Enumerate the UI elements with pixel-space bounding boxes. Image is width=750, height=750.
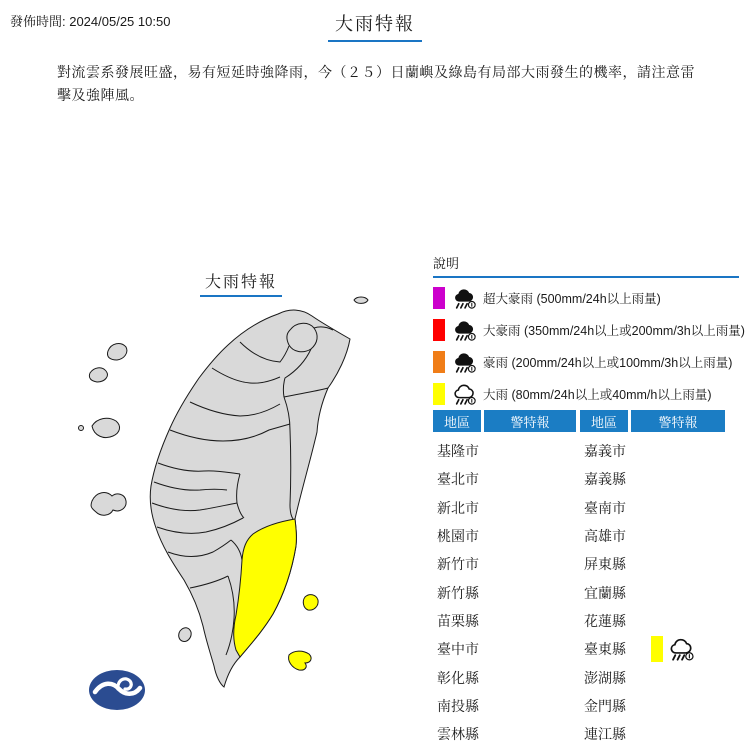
taiwan-warning-map xyxy=(60,250,430,750)
region-name: 臺南市 xyxy=(584,499,626,516)
region-name: 桃園市 xyxy=(437,528,479,545)
table-row xyxy=(580,494,725,522)
storm-cloud-icon xyxy=(451,350,478,374)
warning-marker xyxy=(651,636,695,662)
table-row xyxy=(580,635,725,663)
legend xyxy=(433,253,745,415)
region-name: 南投縣 xyxy=(437,697,479,714)
region-name: 臺中市 xyxy=(437,641,479,658)
region-name: 基隆市 xyxy=(437,443,479,460)
legend-item xyxy=(433,383,739,405)
table-row xyxy=(580,522,725,550)
region-name: 臺北市 xyxy=(437,471,479,488)
storm-cloud-icon xyxy=(451,318,478,342)
table-row xyxy=(433,663,576,691)
table-row xyxy=(433,720,576,748)
table-row xyxy=(580,578,725,606)
color-swatch xyxy=(433,351,445,373)
lanyu-island-highlight xyxy=(289,651,312,670)
region-name: 連江縣 xyxy=(584,726,626,743)
table-column-left xyxy=(433,410,576,748)
color-swatch xyxy=(433,287,445,309)
region-name: 金門縣 xyxy=(584,697,626,714)
region-name: 澎湖縣 xyxy=(584,669,626,686)
legend-item xyxy=(433,351,739,373)
table-row xyxy=(433,635,576,663)
matsu-island-north xyxy=(107,344,126,360)
region-name: 新北市 xyxy=(437,499,479,516)
rain-cloud-icon xyxy=(451,382,478,406)
warning-table xyxy=(433,410,728,750)
region-name: 嘉義縣 xyxy=(584,471,626,488)
table-row xyxy=(433,465,576,493)
storm-cloud-icon xyxy=(451,286,478,310)
table-row xyxy=(433,578,576,606)
kinmen-islet xyxy=(79,426,84,431)
table-header xyxy=(433,410,576,432)
table-rows xyxy=(580,437,725,748)
legend-item xyxy=(433,319,745,341)
region-name: 雲林縣 xyxy=(437,726,479,743)
region-name: 宜蘭縣 xyxy=(584,584,626,601)
legend-label: 大豪雨 (350mm/24h以上或200mm/3h以上雨量) xyxy=(483,324,745,338)
table-row xyxy=(580,663,725,691)
table-header xyxy=(580,410,725,432)
table-row xyxy=(580,720,725,748)
legend-label: 大雨 (80mm/24h以上或40mm/h以上雨量) xyxy=(483,388,712,402)
matsu-island-south xyxy=(89,368,107,382)
table-row xyxy=(580,437,725,465)
region-name: 新竹縣 xyxy=(437,584,479,601)
table-row xyxy=(433,437,576,465)
table-column-right xyxy=(580,410,725,748)
color-swatch xyxy=(433,383,445,405)
warning-color-swatch xyxy=(651,636,663,662)
table-row xyxy=(433,692,576,720)
table-row xyxy=(433,607,576,635)
color-swatch xyxy=(433,319,445,341)
advisory-text: 對流雲系發展旺盛，易有短延時強降雨，今（２５）日蘭嶼及綠島有局部大雨發生的機率，請注意雷擊及強陣風。 xyxy=(57,64,695,103)
xiaoliuqiu-island xyxy=(179,628,191,642)
page-title: 大雨特報 xyxy=(328,10,422,42)
legend-item xyxy=(433,287,739,309)
publish-time: 發佈時間: 2024/05/25 10:50 xyxy=(10,14,171,29)
rain-cloud-icon xyxy=(668,636,695,662)
table-row xyxy=(433,550,576,578)
guishan-island xyxy=(354,297,368,303)
region-name: 彰化縣 xyxy=(437,669,479,686)
legend-label: 超大豪雨 (500mm/24h以上雨量) xyxy=(483,292,661,306)
region-name: 苗栗縣 xyxy=(437,612,479,629)
kinmen-island xyxy=(92,418,120,437)
table-row xyxy=(433,522,576,550)
table-row xyxy=(433,494,576,522)
table-row xyxy=(580,465,725,493)
region-name: 新竹市 xyxy=(437,556,479,573)
region-name: 臺東縣 xyxy=(584,641,626,658)
table-row xyxy=(580,692,725,720)
cwb-logo xyxy=(89,670,145,710)
legend-divider xyxy=(433,276,739,278)
region-name: 屏東縣 xyxy=(584,556,626,573)
table-row xyxy=(580,550,725,578)
green-island-highlight xyxy=(303,595,318,611)
table-row xyxy=(580,607,725,635)
header-warning: 警特報 xyxy=(631,410,725,432)
region-name: 高雄市 xyxy=(584,528,626,545)
region-name: 嘉義市 xyxy=(584,443,626,460)
legend-heading: 說明 xyxy=(433,256,460,271)
region-name: 花蓮縣 xyxy=(584,612,626,629)
header-region: 地區 xyxy=(433,410,481,432)
header-warning: 警特報 xyxy=(484,410,576,432)
legend-label: 豪雨 (200mm/24h以上或100mm/3h以上雨量) xyxy=(483,356,733,370)
header-region: 地區 xyxy=(580,410,628,432)
penghu-islands xyxy=(91,493,126,516)
map-title: 大雨特報 xyxy=(200,269,282,297)
table-rows xyxy=(433,437,576,748)
